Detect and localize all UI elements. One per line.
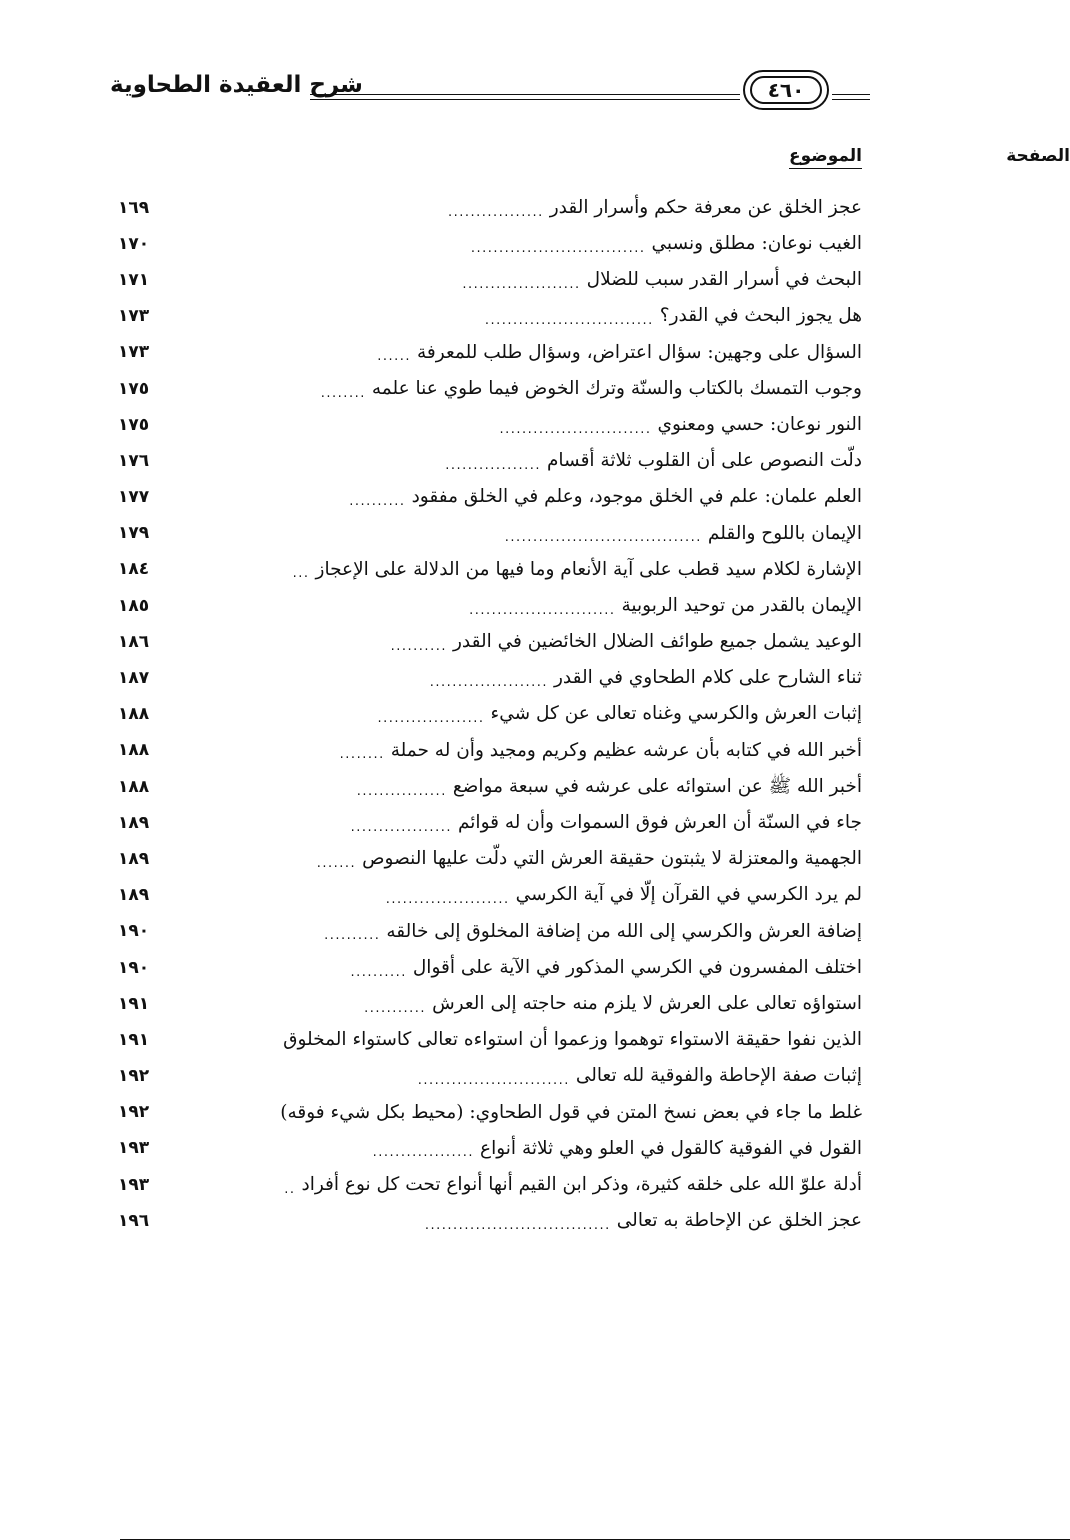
toc-entry-page-number: ١٨٩ bbox=[118, 848, 150, 869]
toc-entry-title: الإشارة لكلام سيد قطب على آية الأنعام وما فيها من الدلالة على الإعجاز bbox=[315, 558, 862, 580]
toc-entry bbox=[118, 299, 862, 335]
page-number: ٤٦٠ bbox=[750, 76, 822, 104]
toc-entry bbox=[118, 624, 862, 660]
toc-entry-leader-dots: .................. bbox=[350, 819, 452, 835]
toc-entry-page-number: ١٧٣ bbox=[118, 306, 150, 327]
toc-entry-leader-dots: ....... bbox=[316, 855, 357, 871]
toc-entry-title: غلط ما جاء في بعض نسخ المتن في قول الطحاوي: (محيط بكل شيء فوقه) bbox=[280, 1101, 862, 1123]
toc-entry-page-number: ١٩٠ bbox=[118, 921, 150, 942]
toc-entry-title: الإيمان بالقدر من توحيد الربوبية bbox=[621, 594, 862, 616]
page-number-badge bbox=[743, 70, 829, 110]
toc-entry-leader-dots: ..................... bbox=[429, 675, 548, 691]
toc-entry-leader-dots: .............................. bbox=[484, 313, 654, 329]
toc-entry bbox=[118, 1203, 862, 1239]
toc-entry-title: أدلة علوّ الله على خلقه كثيرة، وذكر ابن القيم أنها أنواع تحت كل نوع أفراد bbox=[301, 1173, 862, 1195]
toc-entry bbox=[118, 660, 862, 696]
toc-entry bbox=[118, 733, 862, 769]
toc-entry-title: الجهمية والمعتزلة لا يثبتون حقيقة العرش التي دلّت عليها النصوص bbox=[362, 848, 862, 870]
toc-list bbox=[118, 190, 862, 1239]
toc-entry bbox=[118, 914, 862, 950]
toc-entry-page-number: ١٧٧ bbox=[118, 487, 150, 508]
toc-entry-title: السؤال على وجهين: سؤال اعتراض، وسؤال طلب للمعرفة bbox=[417, 341, 862, 363]
header-rule-right-bottom bbox=[832, 99, 870, 100]
running-title: شرح العقيدة الطحاوية bbox=[110, 72, 363, 98]
toc-entry-title: اختلف المفسرون في الكرسي المذكور في الآية على أقوال bbox=[412, 956, 862, 978]
toc-entry-page-number: ١٩٦ bbox=[118, 1210, 150, 1231]
toc-entry-leader-dots: ........................... bbox=[417, 1073, 570, 1089]
toc-entry-title: النور نوعان: حسي ومعنوي bbox=[657, 413, 862, 435]
toc-entry-page-number: ١٨٧ bbox=[118, 668, 150, 689]
toc-entry-title: الإيمان باللوح والقلم bbox=[707, 522, 862, 544]
page-column-heading: الصفحة bbox=[120, 146, 1070, 1540]
toc-entry-page-number: ١٧٦ bbox=[118, 450, 150, 471]
toc-entry bbox=[118, 371, 862, 407]
toc-entry bbox=[118, 841, 862, 877]
toc-entry bbox=[118, 262, 862, 298]
toc-entry bbox=[118, 805, 862, 841]
toc-entry bbox=[118, 1059, 862, 1095]
toc-entry-leader-dots: ................. bbox=[447, 204, 544, 220]
toc-entry-title: البحث في أسرار القدر سبب للضلال bbox=[586, 269, 862, 291]
toc-entry-leader-dots: ................................... bbox=[504, 530, 702, 546]
toc-entry-leader-dots: ........... bbox=[364, 1000, 427, 1016]
toc-entry-page-number: ١٩١ bbox=[118, 993, 150, 1014]
toc-entry-title: إضافة العرش والكرسي إلى الله من إضافة المخلوق إلى خالقه bbox=[386, 920, 862, 942]
toc-entry-page-number: ١٩٢ bbox=[118, 1102, 150, 1123]
toc-entry-page-number: ١٨٨ bbox=[118, 704, 150, 725]
toc-entry-leader-dots: .. bbox=[284, 1181, 296, 1197]
toc-entry-leader-dots: .......... bbox=[349, 494, 406, 510]
toc-entry-page-number: ١٧١ bbox=[118, 269, 150, 290]
toc-entry-page-number: ١٨٩ bbox=[118, 812, 150, 833]
header-rule-right-top bbox=[832, 94, 870, 95]
toc-entry-page-number: ١٨٦ bbox=[118, 631, 150, 652]
toc-entry-page-number: ١٩٠ bbox=[118, 957, 150, 978]
toc-entry bbox=[118, 190, 862, 226]
toc-entry bbox=[118, 407, 862, 443]
toc-entry bbox=[118, 443, 862, 479]
toc-entry-title: أخبر الله ﷺ عن استوائه على عرشه في سبعة مواضع bbox=[452, 775, 862, 797]
toc-entry-leader-dots: ...................... bbox=[385, 892, 510, 908]
toc-entry bbox=[118, 986, 862, 1022]
toc-entry-page-number: ١٧٠ bbox=[118, 233, 150, 254]
toc-entry-leader-dots: ................. bbox=[445, 457, 541, 473]
toc-entry-title: القول في الفوقية كالقول في العلو وهي ثلاثة أنواع bbox=[480, 1137, 862, 1159]
toc-entry-leader-dots: .......... bbox=[390, 638, 447, 654]
toc-entry bbox=[118, 1131, 862, 1167]
toc-entry-page-number: ١٧٣ bbox=[118, 342, 150, 363]
toc-entry-leader-dots: .......... bbox=[324, 928, 381, 944]
toc-entry-title: إثبات صفة الإحاطة والفوقية لله تعالى bbox=[575, 1065, 862, 1087]
toc-entry-page-number: ١٨٨ bbox=[118, 740, 150, 761]
toc-entry-page-number: ١٨٥ bbox=[118, 595, 150, 616]
toc-entry-title: عجز الخلق عن الإحاطة به تعالى bbox=[616, 1210, 862, 1232]
toc-entry-page-number: ١٨٩ bbox=[118, 885, 150, 906]
toc-entry-leader-dots: ................................. bbox=[424, 1217, 611, 1233]
toc-entry-page-number: ١٧٥ bbox=[118, 378, 150, 399]
toc-entry bbox=[118, 226, 862, 262]
toc-entry-page-number: ١٨٤ bbox=[118, 559, 150, 580]
toc-entry bbox=[118, 697, 862, 733]
header-rule-left-bottom bbox=[310, 99, 740, 100]
toc-entry bbox=[118, 1167, 862, 1203]
toc-entry-title: عجز الخلق عن معرفة حكم وأسرار القدر bbox=[549, 196, 862, 218]
toc-entry-title: أخبر الله في كتابه بأن عرشه عظيم وكريم ومجيد وأن له حملة bbox=[390, 739, 862, 761]
toc-entry bbox=[118, 950, 862, 986]
toc-entry-title: الغيب نوعان: مطلق ونسبي bbox=[651, 233, 862, 255]
toc-entry-title: دلّت النصوص على أن القلوب ثلاثة أقسام bbox=[546, 450, 862, 472]
toc-entry-title: وجوب التمسك بالكتاب والسنّة وترك الخوض فيما طوي عنا علمه bbox=[371, 377, 862, 399]
toc-entry-title: الوعيد يشمل جميع طوائف الضلال الخائضين في القدر bbox=[452, 631, 862, 653]
toc-entry-leader-dots: ... bbox=[292, 566, 310, 582]
toc-entry-leader-dots: .................. bbox=[372, 1145, 475, 1161]
toc-entry-title: هل يجوز البحث في القدر؟ bbox=[659, 305, 862, 327]
toc-entry-page-number: ١٧٥ bbox=[118, 414, 150, 435]
toc-entry-leader-dots: ........................... bbox=[499, 421, 652, 437]
toc-entry-leader-dots: ........ bbox=[320, 385, 366, 401]
toc-entry-title: ثناء الشارح على كلام الطحاوي في القدر bbox=[553, 667, 862, 689]
toc-entry-leader-dots: .......... bbox=[350, 964, 407, 980]
toc-entry-leader-dots: ........ bbox=[339, 747, 385, 763]
page-header bbox=[110, 64, 870, 124]
toc-entry bbox=[118, 769, 862, 805]
toc-entry bbox=[118, 588, 862, 624]
toc-entry-leader-dots: ................ bbox=[356, 783, 447, 799]
toc-entry bbox=[118, 1095, 862, 1131]
toc-entry-page-number: ١٩١ bbox=[118, 1029, 150, 1050]
toc-entry bbox=[118, 516, 862, 552]
toc-entry-title: إثبات العرش والكرسي وغناه تعالى عن كل شيء bbox=[490, 703, 862, 725]
toc-entry-leader-dots: ...... bbox=[377, 349, 411, 365]
toc-entry-leader-dots: .......................... bbox=[469, 602, 616, 618]
toc-entry-leader-dots: ................... bbox=[377, 711, 485, 727]
toc-entry bbox=[118, 335, 862, 371]
topic-column-heading: الموضوع bbox=[789, 146, 862, 169]
toc-entry-page-number: ١٩٣ bbox=[118, 1138, 150, 1159]
toc-entry-page-number: ١٩٢ bbox=[118, 1066, 150, 1087]
toc-entry-title: استواؤه تعالى على العرش لا يلزم منه حاجته إلى العرش bbox=[432, 992, 862, 1014]
toc-entry-title: لم يرد الكرسي في القرآن إلّا في آية الكرسي bbox=[515, 884, 862, 906]
toc-entry-page-number: ١٨٨ bbox=[118, 776, 150, 797]
toc-entry-title: العلم علمان: علم في الخلق موجود، وعلم في الخلق مفقود bbox=[411, 486, 862, 508]
toc-entry-page-number: ١٩٣ bbox=[118, 1174, 150, 1195]
toc-entry-leader-dots: ............................... bbox=[470, 240, 646, 256]
toc-entry-title: جاء في السنّة أن العرش فوق السموات وأن له قوائم bbox=[457, 812, 862, 834]
header-rule-left-top bbox=[310, 94, 740, 95]
toc-entry bbox=[118, 1022, 862, 1058]
toc-entry-leader-dots: ..................... bbox=[462, 276, 581, 292]
toc-entry-page-number: ١٧٩ bbox=[118, 523, 150, 544]
toc-entry bbox=[118, 552, 862, 588]
toc-entry bbox=[118, 480, 862, 516]
toc-entry bbox=[118, 878, 862, 914]
toc-entry-title: الذين نفوا حقيقة الاستواء توهموا وزعموا أن استواءه تعالى كاستواء المخلوق bbox=[283, 1029, 862, 1051]
toc-entry-page-number: ١٦٩ bbox=[118, 197, 150, 218]
